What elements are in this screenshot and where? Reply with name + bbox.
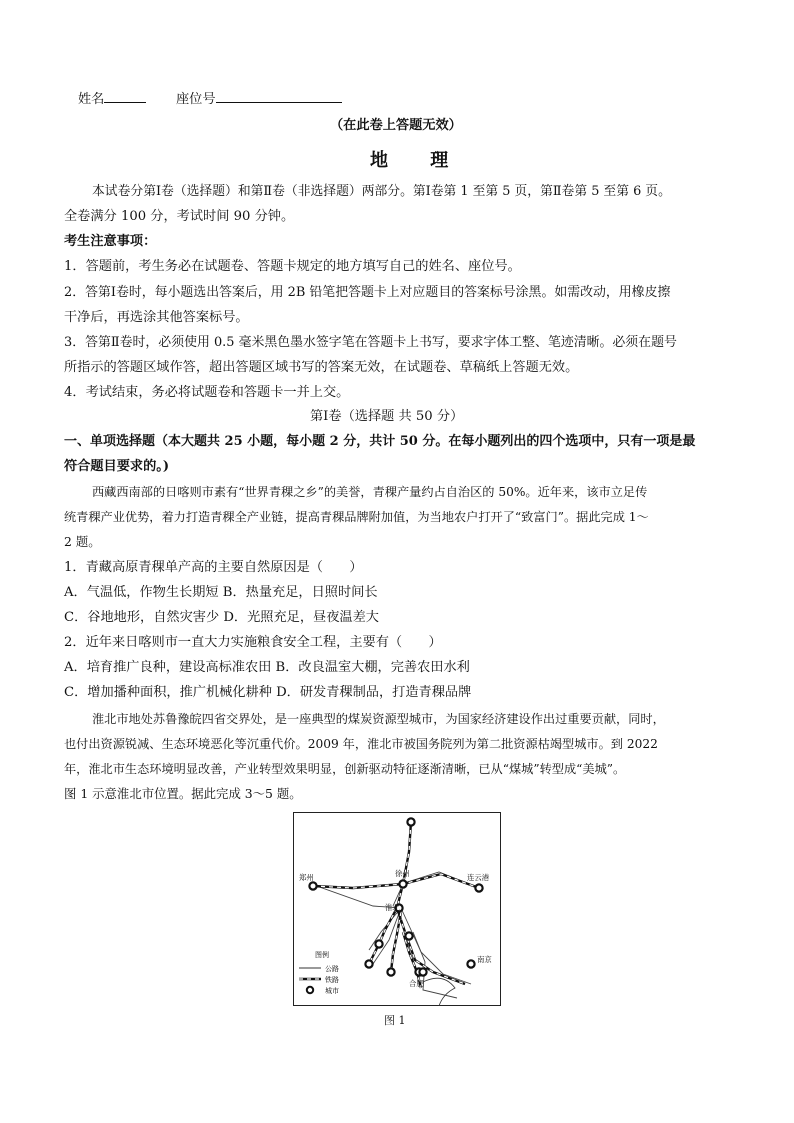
material2-line-1: 淮北市地处苏鲁豫皖四省交界处，是一座典型的煤炭资源型城市，为国家经济建设作出过重要贡献，同时， [92, 712, 665, 726]
legend-road-label: 公路 [325, 965, 339, 973]
material2-line-3: 年，淮北市生态环境明显改善，产业转型效果明显，创新驱动特征逐渐清晰，已从“煤城”转型成“美城”。 [64, 762, 626, 776]
legend-rail-label: 铁路 [325, 976, 339, 984]
note-4: 4．考试结束，务必将试题卷和答题卡一并上交。 [64, 385, 350, 400]
legend-title: 图例 [315, 951, 329, 959]
name-field [78, 88, 146, 112]
city-marker [375, 940, 382, 947]
label-hefei: 合肥 [409, 979, 424, 988]
name-label: 姓名 [78, 92, 105, 107]
city-marker [387, 968, 394, 975]
section-heading-2: 符合题目要求的。) [64, 459, 170, 474]
figure-caption: 图 1 [384, 1014, 406, 1027]
q2-options-cd: C．增加播种面积，推广机械化耕种 D．研发青稞制品，打造青稞品牌 [64, 685, 472, 700]
page-title: 地 理 [370, 150, 467, 171]
section-title: 第Ⅰ卷（选择题 共 50 分） [310, 409, 464, 424]
city-marker [405, 932, 412, 939]
material1-line-2: 统青稞产业优势，着力打造青稞全产业链，提高青稞品牌附加值，为当地农户打开了“致富门”。据此完成 1～ [64, 510, 649, 524]
note-2b: 干净后，再选涂其他答案标号。 [64, 310, 249, 325]
material2-line-4: 图 1 示意淮北市位置。据此完成 3～5 题。 [64, 786, 302, 801]
note-2a: 2．答第Ⅰ卷时，每小题选出答案后，用 2B 铅笔把答题卡上对应题目的答案标号涂黑。如需改动，用橡皮擦 [64, 285, 671, 300]
q2-stem: 2．近年来日喀则市一直大力实施粮食安全工程，主要有（ ） [64, 635, 442, 650]
intro-line-1: 本试卷分第Ⅰ卷（选择题）和第Ⅱ卷（非选择题）两部分。第Ⅰ卷第 1 至第 5 页，第Ⅱ卷第 5 至第 6 页。 [92, 184, 671, 199]
city-marker [365, 960, 372, 967]
huaibei-location-map [293, 812, 501, 1006]
q1-options-cd: C．谷地地形，自然灾害少 D．光照充足，昼夜温差大 [64, 610, 379, 625]
q1-stem: 1．青藏高原青稞单产高的主要自然原因是（ ） [64, 560, 363, 575]
city-marker [467, 960, 474, 967]
legend-city-marker [307, 987, 313, 993]
seat-field [176, 88, 342, 112]
label-huaibei: 淮北 [385, 903, 400, 912]
section-heading-1: 一、单项选择题（本大题共 25 小题，每小题 2 分，共计 50 分。在每小题列出的四个选项中，只有一项是最 [64, 434, 696, 449]
label-zhengzhou: 郑州 [299, 873, 314, 882]
seat-blank [216, 88, 342, 103]
label-nanjing: 南京 [477, 955, 492, 964]
note-1: 1．答题前，考生务必在试题卷、答题卡规定的地方填写自己的姓名、座位号。 [64, 259, 521, 274]
material1-line-1: 西藏西南部的日喀则市素有“世界青稞之乡”的美誉，青稞产量约占自治区的 50%。近年来，该市立足传 [92, 485, 648, 499]
notes-heading: 考生注意事项： [64, 234, 157, 249]
seat-label: 座位号 [176, 92, 216, 107]
name-blank [104, 88, 146, 103]
q2-options-ab: A．培育推广良种，建设高标准农田 B．改良温室大棚，完善农田水利 [64, 660, 470, 675]
city-marker [407, 818, 414, 825]
label-xuzhou: 徐州 [395, 869, 410, 878]
note-3b: 所指示的答题区域作答，超出答题区域书写的答案无效，在试题卷、草稿纸上答题无效。 [64, 360, 579, 375]
q1-options-ab: A．气温低，作物生长期短 B．热量充足，日照时间长 [64, 585, 378, 600]
city-marker [309, 882, 316, 889]
material2-line-2: 也付出资源锐减、生态环境恶化等沉重代价。2009 年，淮北市被国务院列为第二批资源枯竭型城市。到 2022 [64, 737, 658, 751]
label-lianyungang: 连云港 [467, 873, 490, 882]
notice: （在此卷上答题无效） [330, 118, 462, 133]
material1-line-3: 2 题。 [64, 534, 101, 549]
city-marker [399, 880, 406, 887]
city-marker [419, 968, 426, 975]
city-marker [475, 884, 482, 891]
note-3a: 3．答第Ⅱ卷时，必须使用 0.5 毫米黑色墨水签字笔在答题卡上书写，要求字体工整、笔迹清晰。必须在题号 [64, 335, 677, 350]
intro-line-2: 全卷满分 100 分，考试时间 90 分钟。 [64, 209, 295, 224]
legend-city-label: 城市 [325, 987, 339, 995]
